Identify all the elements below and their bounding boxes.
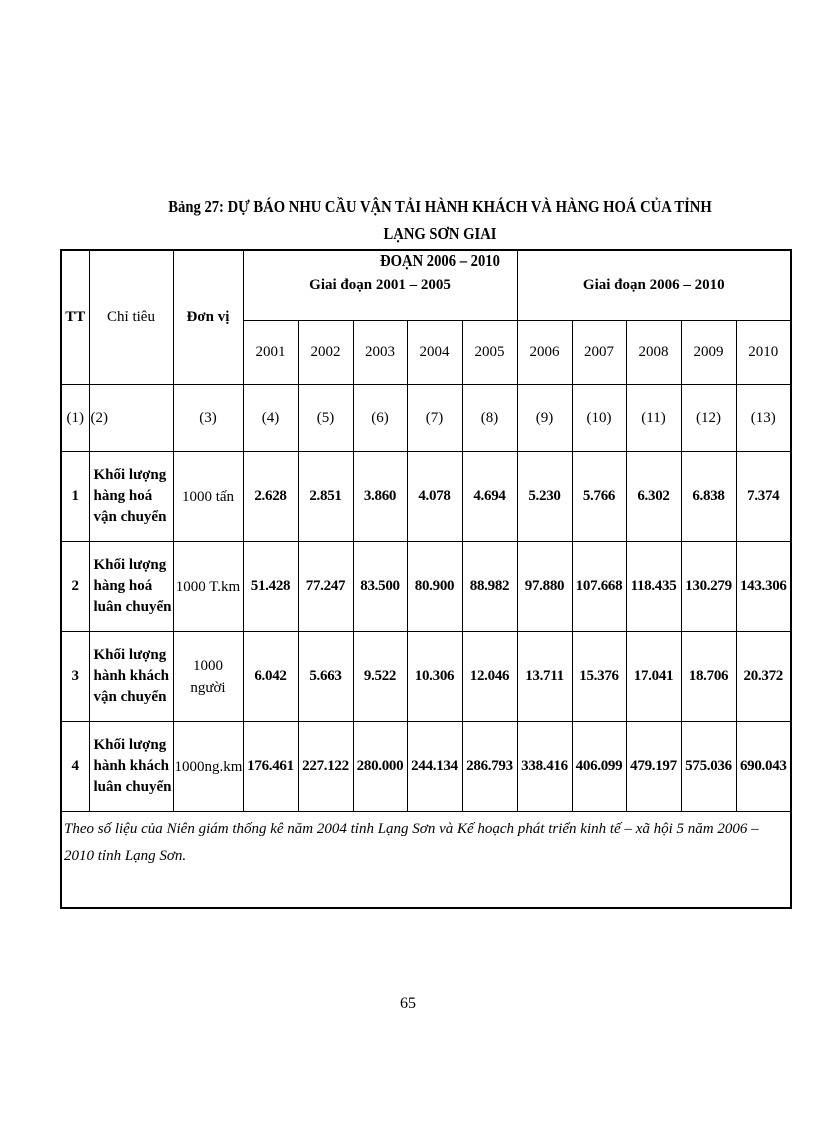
table-row: [61, 632, 791, 722]
value-cell: 6.838: [681, 452, 736, 542]
column-index: (1): [61, 385, 89, 452]
value-cell: 17.041: [626, 632, 681, 722]
value-cell: 9.522: [353, 632, 407, 722]
value-cell: 88.982: [462, 542, 517, 632]
table-row: [61, 542, 791, 632]
page-number: 65: [400, 995, 416, 1012]
row-unit: 1000ng.km: [173, 722, 243, 812]
value-cell: 5.230: [517, 452, 572, 542]
value-cell: 107.668: [572, 542, 626, 632]
column-index: (5): [298, 385, 353, 452]
value-cell: 13.711: [517, 632, 572, 722]
value-cell: 338.416: [517, 722, 572, 812]
header-row-periods: [61, 250, 791, 321]
row-number: 1: [61, 452, 89, 542]
header-period-2001-2005: Giai đoạn 2001 – 2005: [243, 250, 517, 321]
value-cell: 83.500: [353, 542, 407, 632]
row-number: 2: [61, 542, 89, 632]
value-cell: 5.766: [572, 452, 626, 542]
row-number: 3: [61, 632, 89, 722]
column-index: (10): [572, 385, 626, 452]
row-number: 4: [61, 722, 89, 812]
table-row: [61, 452, 791, 542]
value-cell: 130.279: [681, 542, 736, 632]
value-cell: 406.099: [572, 722, 626, 812]
value-cell: 5.663: [298, 632, 353, 722]
column-index: (7): [407, 385, 462, 452]
value-cell: 2.628: [243, 452, 298, 542]
row-criterion: Khối lượng hàng hoá vận chuyển: [89, 452, 173, 542]
row-unit: 1000 người: [173, 632, 243, 722]
year-header: 2003: [353, 321, 407, 385]
value-cell: 118.435: [626, 542, 681, 632]
row-criterion: Khối lượng hành khách vận chuyển: [89, 632, 173, 722]
forecast-table: [60, 249, 792, 909]
value-cell: 6.302: [626, 452, 681, 542]
year-header: 2001: [243, 321, 298, 385]
value-cell: 176.461: [243, 722, 298, 812]
value-cell: 97.880: [517, 542, 572, 632]
column-index: (9): [517, 385, 572, 452]
value-cell: 227.122: [298, 722, 353, 812]
column-index: (3): [173, 385, 243, 452]
row-criterion: Khối lượng hàng hoá luân chuyển: [89, 542, 173, 632]
year-header: 2010: [736, 321, 791, 385]
source-note-row: [61, 812, 791, 909]
value-cell: 4.078: [407, 452, 462, 542]
value-cell: 575.036: [681, 722, 736, 812]
value-cell: 244.134: [407, 722, 462, 812]
value-cell: 3.860: [353, 452, 407, 542]
column-index: (2): [89, 385, 173, 452]
row-unit: 1000 T.km: [173, 542, 243, 632]
header-tt: TT: [61, 250, 89, 385]
table-title-line-2: ĐOẠN 2006 – 2010: [380, 251, 500, 270]
table-row: [61, 722, 791, 812]
year-header: 2006: [517, 321, 572, 385]
value-cell: 10.306: [407, 632, 462, 722]
value-cell: 4.694: [462, 452, 517, 542]
row-unit: 1000 tấn: [173, 452, 243, 542]
value-cell: 2.851: [298, 452, 353, 542]
value-cell: 18.706: [681, 632, 736, 722]
year-header: 2004: [407, 321, 462, 385]
value-cell: 77.247: [298, 542, 353, 632]
year-header: 2009: [681, 321, 736, 385]
year-header: 2008: [626, 321, 681, 385]
column-index: (8): [462, 385, 517, 452]
column-index: (4): [243, 385, 298, 452]
value-cell: 286.793: [462, 722, 517, 812]
header-period-2006-2010: Giai đoạn 2006 – 2010: [517, 250, 791, 321]
table-title-line-1: Bảng 27: DỰ BÁO NHU CẦU VẬN TẢI HÀNH KHÁCH VÀ HÀNG HOÁ CỦA TỈNH LẠNG SƠN GIAI: [168, 197, 712, 243]
value-cell: 6.042: [243, 632, 298, 722]
header-donvi: Đơn vị: [173, 250, 243, 385]
year-header: 2007: [572, 321, 626, 385]
column-index: (12): [681, 385, 736, 452]
column-index: (6): [353, 385, 407, 452]
value-cell: 12.046: [462, 632, 517, 722]
column-index: (11): [626, 385, 681, 452]
year-header: 2005: [462, 321, 517, 385]
value-cell: 20.372: [736, 632, 791, 722]
value-cell: 280.000: [353, 722, 407, 812]
value-cell: 690.043: [736, 722, 791, 812]
header-row-indices: [61, 385, 791, 452]
value-cell: 51.428: [243, 542, 298, 632]
value-cell: 15.376: [572, 632, 626, 722]
value-cell: 143.306: [736, 542, 791, 632]
row-criterion: Khối lượng hành khách luân chuyển: [89, 722, 173, 812]
source-note: Theo số liệu của Niên giám thống kê năm 2004 tỉnh Lạng Sơn và Kế hoạch phát triển kinh tế – xã hội 5 năm 2006 – 2010 tỉnh Lạng Sơn.: [61, 812, 791, 909]
column-index: (13): [736, 385, 791, 452]
value-cell: 479.197: [626, 722, 681, 812]
year-header: 2002: [298, 321, 353, 385]
header-chitieu: Chỉ tiêu: [89, 250, 173, 385]
value-cell: 7.374: [736, 452, 791, 542]
value-cell: 80.900: [407, 542, 462, 632]
